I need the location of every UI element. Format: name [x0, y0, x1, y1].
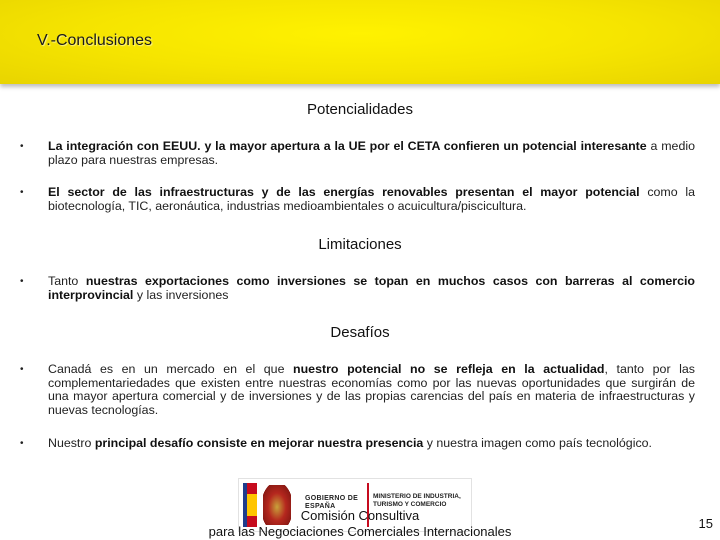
text-bold: nuestras exportaciones como inversiones se topan en muchos casos con barreras al comercio interprovincial [48, 274, 695, 302]
bullet: • [20, 141, 24, 152]
page-number: 15 [698, 516, 713, 531]
text-regular: y nuestra imagen como país tecnológico. [423, 436, 652, 450]
text-bold: El sector de las infraestructuras y de las energías renovables presentan el mayor potencial [48, 185, 640, 199]
text-regular: Canadá es en un mercado en el que [48, 362, 294, 376]
text-regular: y las inversiones [133, 287, 229, 302]
paragraph-desafios-1 [48, 363, 695, 417]
bullet: • [20, 438, 24, 449]
bullet: • [20, 187, 24, 198]
text-regular: Tanto [48, 274, 86, 288]
page-title: V.-Conclusiones [37, 32, 153, 49]
footer-caption-line2: para las Negociaciones Comerciales Internacionales [208, 524, 512, 539]
footer-caption-line1: Comisión Consultiva [300, 508, 420, 523]
text-regular: , tanto por las complementariedades que existen entre nuestras economías como por las nuevas oportunidades que surgirán de una mayor apertura comercial y de inversiones y de las propias carencias del país en materia de infraestructuras y nuevas tecnologías. [48, 362, 695, 417]
text-bold: principal desafío consiste en mejorar nuestra presencia [94, 436, 424, 450]
logo-gobierno-text: GOBIERNO DE ESPAÑA [305, 495, 359, 510]
header-banner [0, 0, 720, 84]
bullet: • [20, 276, 24, 287]
bullet: • [20, 364, 24, 375]
section-title-desafios: Desafíos [330, 324, 390, 341]
text-bold: La integración con EEUU. y la mayor apertura a la UE por el CETA confieren un potencial interesante [48, 139, 647, 153]
logo-ministerio-text: MINISTERIO DE INDUSTRIA, TURISMO Y COMERCIO [373, 493, 461, 508]
paragraph-desafios-2 [48, 437, 695, 451]
text-bold: nuestro potencial no se refleja en la actualidad [293, 362, 605, 376]
paragraph-limitaciones-1 [48, 275, 695, 302]
text-regular: Nuestro [48, 436, 95, 450]
section-title-limitaciones: Limitaciones [318, 236, 402, 253]
footer-caption [0, 508, 720, 540]
text-regular: a medio plazo para nuestras empresas. [48, 139, 695, 167]
paragraph-potencialidades-1 [48, 140, 695, 167]
paragraph-potencialidades-2 [48, 186, 695, 213]
section-title-potencialidades: Potencialidades [307, 101, 413, 118]
text-regular: como la biotecnología, TIC, aeronáutica, industrias medioambientales o acuicultura/piscicultura. [48, 185, 696, 213]
